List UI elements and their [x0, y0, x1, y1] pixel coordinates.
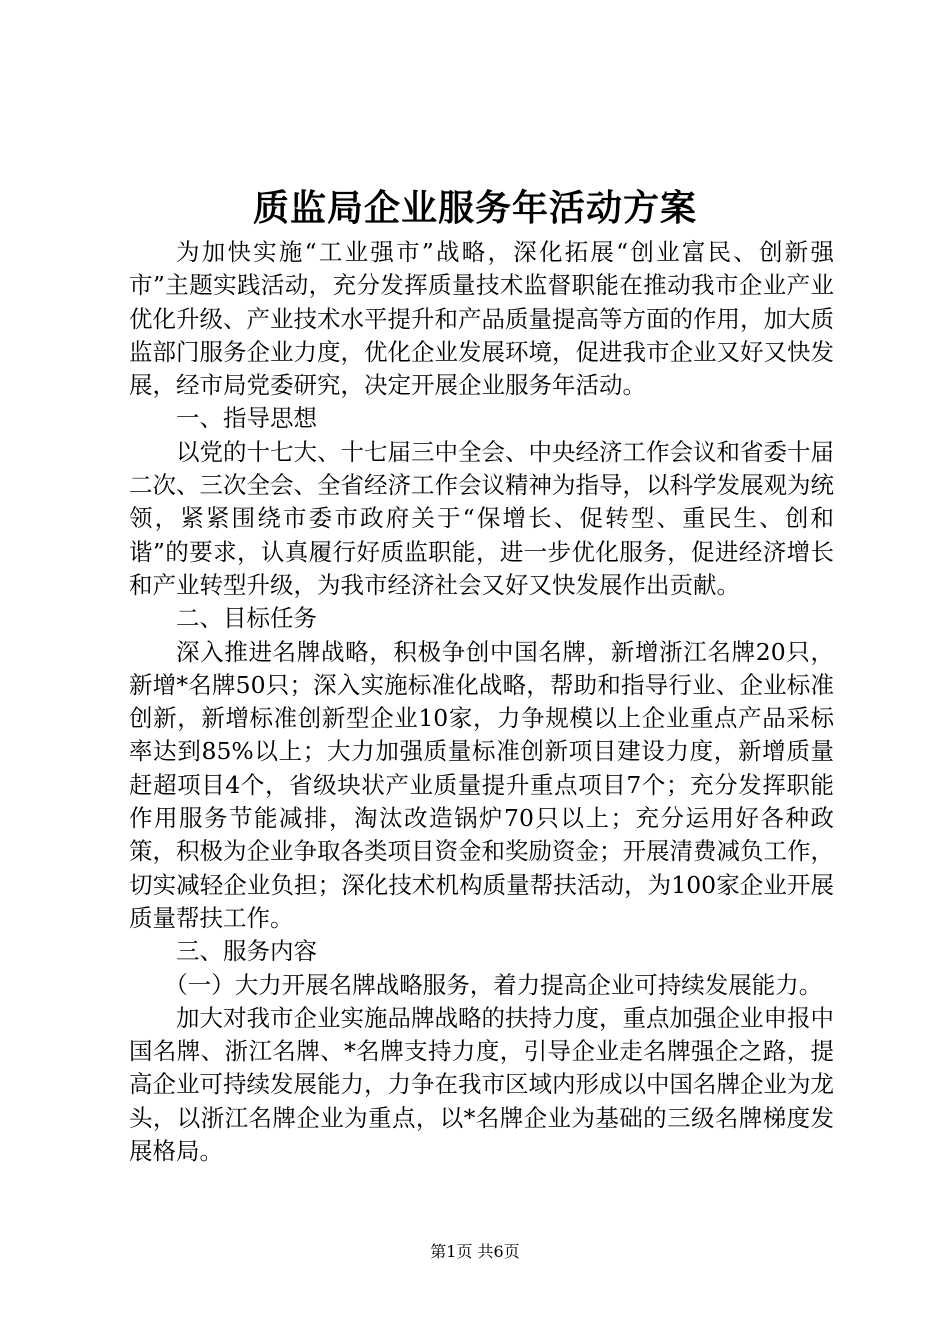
targets-paragraph: 深入推进名牌战略，积极争创中国名牌，新增浙江名牌20只，新增*名牌50只；深入实施标准化战略，帮助和指导行业、企业标准创新，新增标准创新型企业10家，力争规模以上企业重点产品采标率达到85%以上；大力加强质量标准创新项目建设力度，新增质量赶超项目4个，省级块状产业质量提升重点项目7个；充分发挥职能作用服务节能减排，淘汰改造锅炉70只以上；充分运用好各种政策，积极为企业争取各类项目资金和奖励资金；开展清费减负工作，切实减轻企业负担；深化技术机构质量帮扶活动，为100家企业开展质量帮扶工作。 — [129, 637, 834, 932]
guiding-thought-paragraph: 以党的十七大、十七届三中全会、中央经济工作会议和省委十届二次、三次全会、全省经济工作会议精神为指导，以科学发展观为统领，紧紧围绕市委市政府关于“保增长、促转型、重民生、创和谐”的要求，认真履行好质监职能，进一步优化服务，促进经济增长和产业转型升级，为我市经济社会又好又快发展作出贡献。 — [129, 437, 834, 599]
brand-strategy-paragraph: 加大对我市企业实施品牌战略的扶持力度，重点加强企业申报中国名牌、浙江名牌、*名牌支持力度，引导企业走名牌强企之路，提高企业可持续发展能力，力争在我市区域内形成以中国名牌企业为龙头，以浙江名牌企业为重点，以*名牌企业为基础的三级名牌梯度发展格局。 — [129, 1003, 834, 1166]
section-heading-targets: 二、目标任务 — [176, 604, 317, 633]
page-number: 第1页 共6页 — [430, 1242, 520, 1261]
subsection-heading-brand-strategy: （一）大力开展名牌战略服务，着力提高企业可持续发展能力。 — [164, 970, 823, 999]
document-body — [129, 236, 834, 1168]
document-title: 质监局企业服务年活动方案 — [252, 187, 697, 229]
section-heading-guiding-thought: 一、指导思想 — [176, 404, 317, 433]
section-heading-service-content: 三、服务内容 — [176, 937, 317, 966]
intro-paragraph: 为加快实施“工业强市”战略，深化拓展“创业富民、创新强市”主题实践活动，充分发挥质量技术监督职能在推动我市企业产业优化升级、产业技术水平提升和产品质量提高等方面的作用，加大质监部门服务企业力度，优化企业发展环境，促进我市企业又好又快发展，经市局党委研究，决定开展企业服务年活动。 — [129, 238, 834, 400]
